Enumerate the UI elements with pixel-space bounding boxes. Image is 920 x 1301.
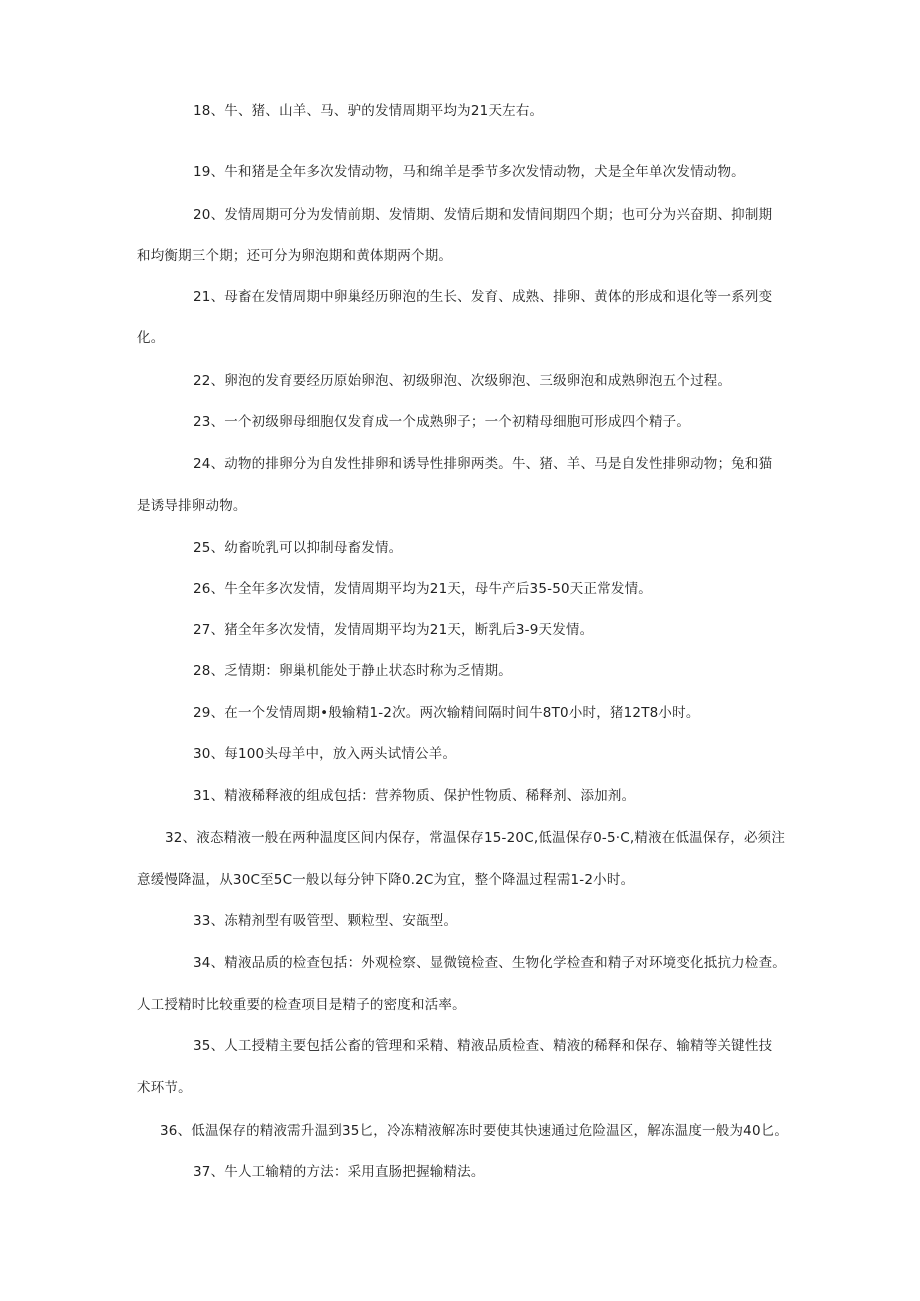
item-20-line-1: 20、发情周期可分为发情前期、发情期、发情后期和发情间期四个期；也可分为兴奋期、抑制期 xyxy=(193,207,773,223)
item-37-line-1: 37、牛人工输精的方法：采用直肠把握输精法。 xyxy=(193,1164,485,1180)
item-18-line-1: 18、牛、猪、山羊、马、驴的发情周期平均为21天左右。 xyxy=(193,103,544,119)
item-27-line-1: 27、猪全年多次发情，发情周期平均为21天，断乳后3-9天发情。 xyxy=(193,622,594,638)
item-23-line-1: 23、一个初级卵母细胞仅发育成一个成熟卵子；一个初精母细胞可形成四个精子。 xyxy=(193,414,691,430)
item-36-line-1: 36、低温保存的精液需升温到35匕，冷冻精液解冻时要使其快速通过危险温区，解冻温度一般为40匕。 xyxy=(160,1123,789,1139)
item-32-line-1: 32、液态精液一般在两种温度区间内保存，常温保存15-20C,低温保存0-5·C,精液在低温保存，必须注 xyxy=(165,830,786,846)
item-34-line-2: 人工授精时比较重要的检查项目是精子的密度和活率。 xyxy=(137,997,466,1013)
item-24-line-1: 24、动物的排卵分为自发性排卵和诱导性排卵两类。牛、猪、羊、马是自发性排卵动物；兔和猫 xyxy=(193,456,773,472)
item-26-line-1: 26、牛全年多次发情，发情周期平均为21天，母牛产后35-50天正常发情。 xyxy=(193,581,652,597)
item-22-line-1: 22、卵泡的发育要经历原始卵泡、初级卵泡、次级卵泡、三级卵泡和成熟卵泡五个过程。 xyxy=(193,373,732,389)
item-29-line-1: 29、在一个发情周期•般输精1-2次。两次输精间隔时间牛8T0小时，猪12T8小时。 xyxy=(193,705,700,721)
item-20-line-2: 和均衡期三个期；还可分为卵泡期和黄体期两个期。 xyxy=(137,248,453,264)
item-35-line-1: 35、人工授精主要包括公畜的管理和采精、精液品质检查、精液的稀释和保存、输精等关键性技 xyxy=(193,1038,773,1054)
item-35-line-2: 术环节。 xyxy=(137,1080,192,1096)
item-24-line-2: 是诱导排卵动物。 xyxy=(137,498,247,514)
item-34-line-1: 34、精液品质的检查包括：外观检察、显微镜检查、生物化学检查和精子对环境变化抵抗力检查。 xyxy=(193,955,786,971)
item-32-line-2: 意缓慢降温，从30C至5C一般以每分钟下降0.2C为宜，整个降温过程需1-2小时。 xyxy=(137,872,635,888)
item-30-line-1: 30、每100头母羊中，放入两头试情公羊。 xyxy=(193,746,457,762)
item-28-line-1: 28、乏情期：卵巢机能处于静止状态时称为乏情期。 xyxy=(193,663,512,679)
item-19-line-1: 19、牛和猪是全年多次发情动物，马和绵羊是季节多次发情动物，犬是全年单次发情动物。 xyxy=(193,164,745,180)
item-25-line-1: 25、幼畜吮乳可以抑制母畜发情。 xyxy=(193,540,403,556)
item-21-line-1: 21、母畜在发情周期中卵巢经历卵泡的生长、发育、成熟、排卵、黄体的形成和退化等一系列变 xyxy=(193,289,773,305)
item-33-line-1: 33、冻精剂型有吸管型、颗粒型、安瓿型。 xyxy=(193,913,458,929)
item-31-line-1: 31、精液稀释液的组成包括：营养物质、保护性物质、稀释剂、添加剂。 xyxy=(193,788,636,804)
item-21-line-2: 化。 xyxy=(137,330,165,346)
